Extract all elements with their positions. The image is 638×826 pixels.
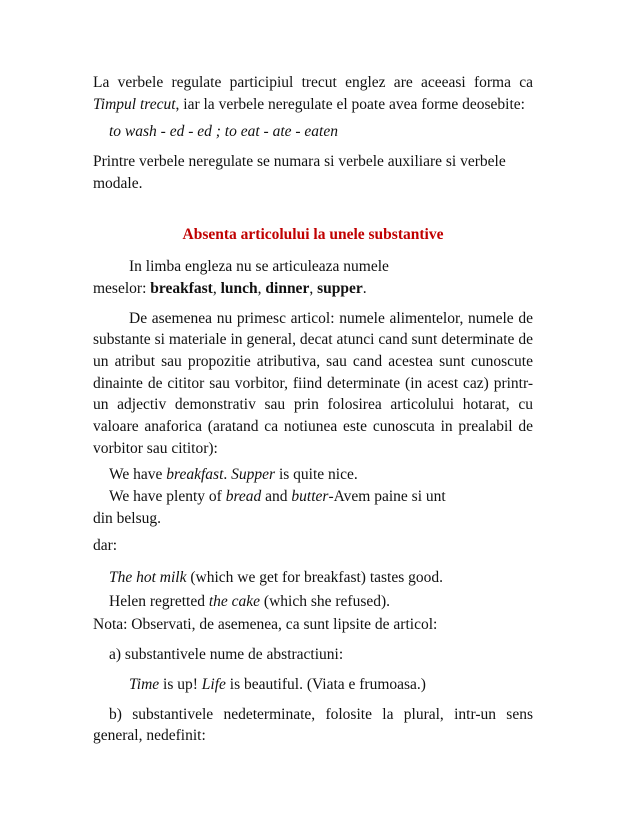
text: We have plenty of — [109, 488, 226, 505]
text: , — [212, 279, 221, 297]
italic-term: Supper — [231, 466, 276, 484]
document-page — [93, 72, 533, 747]
paragraph-past-participle — [93, 72, 533, 115]
italic-term: Life — [201, 675, 226, 693]
text: -Avem paine si unt — [328, 488, 446, 505]
text: (which she refused). — [260, 592, 391, 610]
paragraph-meals — [93, 256, 423, 299]
list-item-a: a) substantivele nume de abstractiuni: — [109, 646, 344, 664]
example-bread-butter — [93, 486, 533, 529]
text: . — [223, 466, 232, 484]
text: . — [362, 279, 367, 297]
text: We have — [109, 466, 167, 484]
text: In limba engleza nu se articuleaza numele meselor: — [93, 258, 389, 297]
italic-term: Time — [129, 675, 160, 693]
example-verb-forms: to wash - ed - ed ; to eat - ate - eaten — [109, 123, 338, 141]
text: , — [257, 279, 266, 297]
bold-term: breakfast — [150, 279, 213, 297]
example-hot-milk — [93, 567, 533, 589]
bold-term: lunch — [220, 279, 258, 297]
italic-term: Timpul trecut — [93, 95, 176, 113]
bold-term: dinner — [265, 279, 310, 297]
text: is quite nice. — [275, 466, 358, 484]
italic-term: the cake — [208, 592, 261, 610]
note-line: Nota: Observati, de asemenea, ca sunt lipsite de articol: — [93, 616, 438, 634]
text: , iar la verbele neregulate el poate avea forme deosebite: — [175, 95, 525, 113]
text: din belsug. — [93, 509, 162, 527]
word-dar: dar: — [93, 537, 118, 555]
bold-term: supper — [317, 279, 363, 297]
italic-term: The hot milk — [109, 569, 187, 587]
italic-term: butter — [291, 488, 329, 505]
text: , — [309, 279, 318, 297]
text: La verbele regulate participiul trecut englez are aceeasi forma ca — [93, 74, 533, 91]
italic-term: breakfast — [166, 466, 224, 484]
example-cake — [93, 591, 533, 613]
section-heading: Absenta articolului la unele substantive — [182, 226, 444, 244]
text: is up! — [159, 675, 202, 693]
example-time-life — [93, 674, 533, 696]
example-breakfast — [93, 464, 533, 486]
text: and — [261, 488, 292, 505]
text: Helen regretted — [109, 592, 209, 610]
italic-term: bread — [225, 488, 262, 505]
list-item-b: b) substantivele nedeterminate, folosite la plural, intr-un sens general, nedefinit: — [93, 705, 533, 745]
paragraph-irregular-verbs: Printre verbele neregulate se numara si verbele auxiliare si verbele modale. — [93, 153, 506, 192]
paragraph-foods: De asemenea nu primesc articol: numele alimentelor, numele de substante si materiale in general, decat atunci cand sunt determinate de un atribut sau propozitie atributiva, sau cand acestea sunt cunoscute dinainte de cititor sau vorbitor, fiind determinate (in acest caz) printr-un adjectiv demonstrativ sau prin folosirea articolului hotarat, cu valoare anaforica (aratand ca notiunea este cunoscuta in prealabil de vorbitor sau cititor): — [93, 309, 533, 457]
text: (which we get for breakfast) tastes good. — [186, 569, 444, 587]
text: is beautiful. (Viata e frumoasa.) — [225, 675, 426, 693]
